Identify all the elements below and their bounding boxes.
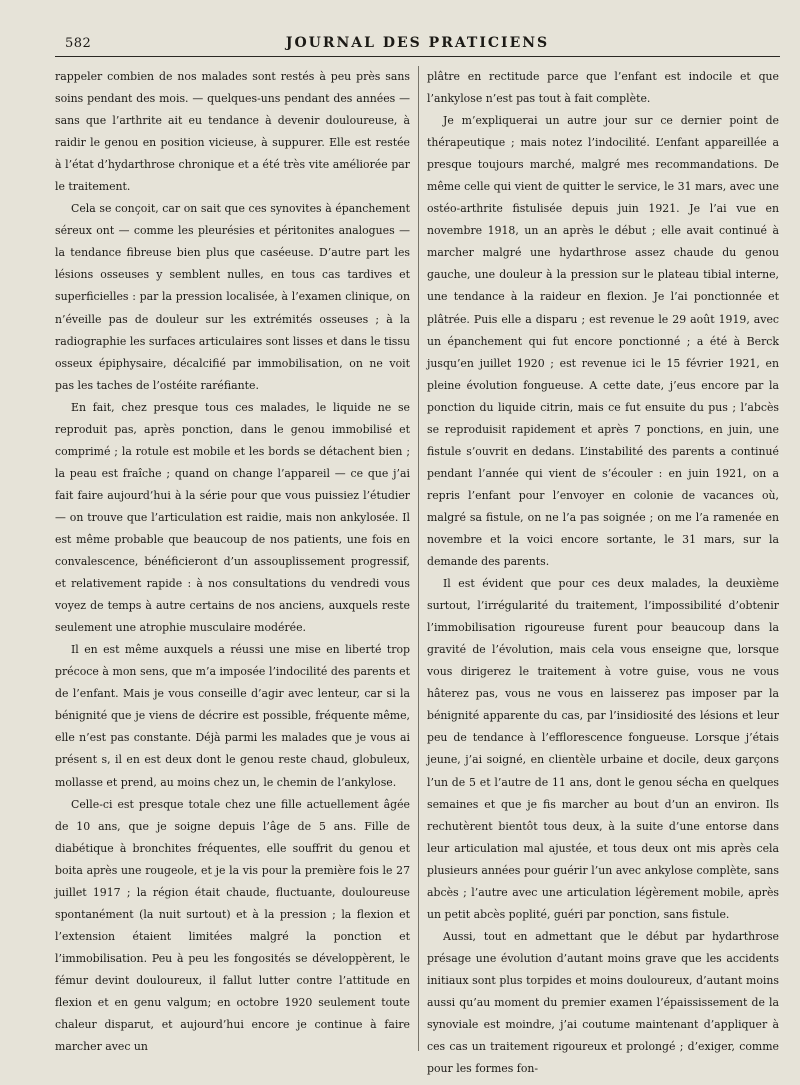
paragraph: Celle-ci est presque totale chez une fille actuellement âgée de 10 ans, que je soigne depuis l’âge de 5 ans. Fille de diabétique à bronchites fréquentes, elle souffrit du genou et boita après une rougeole, et je la vis pour la première fois le 27 juillet 1917 ; la région était chaude, fluctuante, douloureuse spontanément (la nuit surtout) et à la pression ; la flexion et l’extension étaient limitées malgré la ponction et l’immobilisation. Peu à peu les fongosités se développèrent, le fémur devint douloureux, il fallut lutter contre l’attitude en flexion et en genu valgum; en octobre 1920 seulement toute chaleur disparut, et aujourd’hui encore je continue à faire marcher avec un xyxy=(55,797,410,1054)
page-number: 582 xyxy=(65,36,92,51)
header-rule xyxy=(55,56,780,57)
paragraph: plâtre en rectitude parce que l’enfant est indocile et que l’ankylose n’est pas tout à fait complète. xyxy=(427,70,779,106)
right-column xyxy=(427,66,779,1076)
paragraph: Je m’expliquerai un autre jour sur ce dernier point de thérapeutique ; mais notez l’indocilité. L’enfant appareillée a presque toujours marché, malgré mes recommandations. De même celle qui vient de quitter le service, le 31 mars, avec une ostéo-arthrite fistulisée depuis juin 1921. Je l’ai vue en novembre 1918, un an après le début ; elle avait continué à marcher malgré une hydarthrose assez chaude du genou gauche, une douleur à la pression sur le plateau tibial interne, une tendance à la raideur en flexion. Je l’ai ponctionnée et plâtrée. Puis elle a disparu ; est revenue le 29 août 1919, avec un épanchement qui fut encore ponctionné ; a été à Berck jusqu’en juillet 1920 ; est revenue ici le 15 février 1921, en pleine évolution fongueuse. A cette date, j’eus encore par la ponction du liquide citrin, mais ce fut ensuite du pus ; l’abcès se reproduisit rapidement et après 7 ponctions, en juin, une fistule s’ouvrit en dedans. L’instabilité des parents a continué pendant l’année qui vient de s’écouler : en juin 1921, on a repris l’enfant pour l’envoyer en colonie de vacances où, malgré sa fistule, on ne l’a pas soignée ; on me l’a ramenée en novembre et la voici encore sortante, le 31 mars, sur la demande des parents. xyxy=(427,114,779,569)
paragraph: Il est évident que pour ces deux malades, la deuxième surtout, l’irrégularité du traitement, l’impossibilité d’obtenir l’immobilisation rigoureuse furent pour beaucoup dans la gravité de l’évolution, mais cela vous enseigne que, lorsque vous dirigerez le traitement à votre guise, vous ne vous hâterez pas, vous ne vous en laisserez pas imposer par la bénignité apparente du cas, par l’insidiosité des lésions et leur peu de tendance à l’efflorescence fongueuse. Lorsque j’étais jeune, j’ai soigné, en clientèle urbaine et docile, deux garçons l’un de 5 et l’autre de 11 ans, dont le genou sécha en quelques semaines et que je fis marcher au bout d’un an environ. Ils rechutèrent bientôt tous deux, à la suite d’une entorse dans leur articulation mal ajustée, et tous deux ont mis après cela plusieurs années pour guérir l’un avec ankylose complète, sans abcès ; l’autre avec une articulation légèrement mobile, après un petit abcès poplité, guéri par ponction, sans fistule. xyxy=(427,577,779,921)
paragraph: Aussi, tout en admettant que le début par hydarthrose présage une évolution d’autant moins grave que les accidents initiaux sont plus torpides et moins douloureux, d’autant moins aussi qu’au moment du premier examen l’épaississement de la synoviale est moindre, j’ai coutume maintenant d’appliquer à ces cas un traitement rigoureux et prolongé ; d’exiger, comme pour les formes fon- xyxy=(427,929,779,1076)
paragraph: En fait, chez presque tous ces malades, le liquide ne se reproduit pas, après ponction, dans le genou immobilisé et comprimé ; la rotule est mobile et les bords se détachent bien ; la peau est fraîche ; quand on change l’appareil — ce que j’ai fait faire aujourd’hui à la série pour que vous puissiez l’étudier — on trouve que l’articulation est raidie, mais non ankylosée. Il est même probable que beaucoup de nos patients, une fois en convalescence, bénéficieront d’un assouplissement progressif, et relativement rapide : à nos consultations du vendredi vous voyez de temps à autre certains de nos anciens, auxquels reste seulement une atrophie musculaire modérée. xyxy=(55,400,410,635)
paragraph: Cela se conçoit, car on sait que ces synovites à épanchement séreux ont — comme les pleurésies et péritonites analogues — la tendance fibreuse bien plus que caséeuse. D’autre part les lésions osseuses y semblent nulles, en tous cas tardives et superficielles : par la pression localisée, à l’examen clinique, on n’éveille pas de douleur sur les extrémités osseuses ; à la radiographie les surfaces articulaires sont lisses et dans le tissu osseux épiphysaire, décalcifié par immobilisation, on ne voit pas les taches de l’ostéite raréfiante. xyxy=(55,202,410,392)
paragraph: rappeler combien de nos malades sont restés à peu près sans soins pendant des mois. — quelques-uns pendant des années — sans que l’arthrite ait eu tendance à devenir douloureuse, à raidir le genou en position vicieuse, à suppurer. Elle est restée à l’état d’hydarthrose chronique et a été très vite améliorée par le traitement. xyxy=(55,70,410,194)
column-divider xyxy=(418,66,419,1051)
left-column xyxy=(55,66,410,1054)
journal-title: JOURNAL DES PRATICIENS xyxy=(285,35,550,51)
paragraph: Il en est même auxquels a réussi une mise en liberté trop précoce à mon sens, que m’a imposée l’indocilité des parents et de l’enfant. Mais je vous conseille d’agir avec lenteur, car si la bénignité que je viens de décrire est possible, fréquente même, elle n’est pas constante. Déjà parmi les malades que je vous ai présent s, il en est deux dont le genou reste chaud, globuleux, mollasse et prend, au moins chez un, le chemin de l’ankylose. xyxy=(55,643,410,789)
